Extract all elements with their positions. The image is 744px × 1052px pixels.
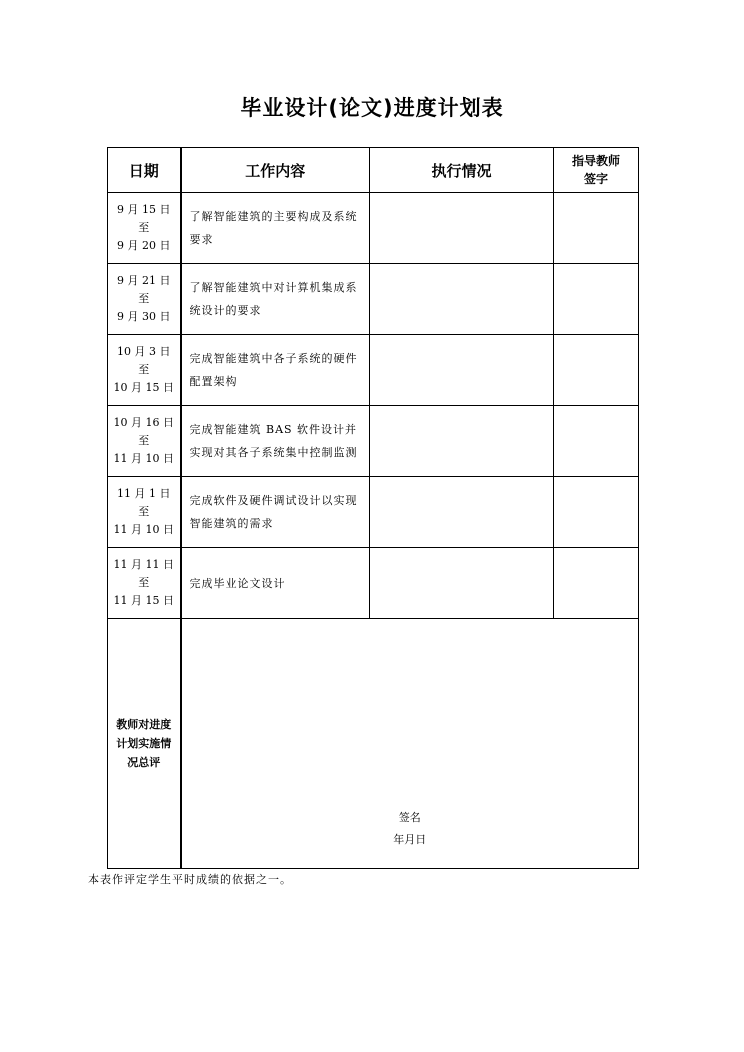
date-to: 10 月 15 日 xyxy=(113,381,174,394)
table-row xyxy=(108,193,639,264)
signature-cell[interactable] xyxy=(554,193,639,264)
date-to: 11 月 15 日 xyxy=(113,594,174,607)
header-content: 工作内容 xyxy=(181,148,370,193)
status-cell[interactable] xyxy=(370,548,554,619)
header-signature-line1: 指导教师 xyxy=(571,154,620,168)
status-cell[interactable] xyxy=(370,193,554,264)
date-cell xyxy=(108,477,181,548)
task-cell: 完成软件及硬件调试设计以实现智能建筑的需求 xyxy=(181,477,370,548)
task-cell: 完成智能建筑 BAS 软件设计并实现对其各子系统集中控制监测 xyxy=(181,406,370,477)
status-cell[interactable] xyxy=(370,406,554,477)
status-cell[interactable] xyxy=(370,264,554,335)
date-to: 9 月 20 日 xyxy=(117,239,171,252)
date-sep: 至 xyxy=(138,292,150,305)
status-cell[interactable] xyxy=(370,477,554,548)
date-cell xyxy=(108,548,181,619)
date-cell xyxy=(108,406,181,477)
date-from: 10 月 3 日 xyxy=(117,345,171,358)
signature-cell[interactable] xyxy=(554,477,639,548)
review-row xyxy=(108,619,639,869)
date-from: 11 月 1 日 xyxy=(117,487,171,500)
review-comment-area[interactable] xyxy=(181,619,639,869)
date-sep: 至 xyxy=(138,363,150,376)
date-sep: 至 xyxy=(138,434,150,447)
date-to: 9 月 30 日 xyxy=(117,310,171,323)
date-from: 9 月 15 日 xyxy=(117,203,171,216)
table-row xyxy=(108,406,639,477)
table-header-row xyxy=(108,148,639,193)
task-cell: 完成毕业论文设计 xyxy=(181,548,370,619)
signature-cell[interactable] xyxy=(554,548,639,619)
table-row xyxy=(108,264,639,335)
status-cell[interactable] xyxy=(370,335,554,406)
signature-cell[interactable] xyxy=(554,335,639,406)
date-sep: 至 xyxy=(138,505,150,518)
date-from: 10 月 16 日 xyxy=(113,416,174,429)
date-to: 11 月 10 日 xyxy=(113,523,174,536)
page-title: 毕业设计(论文)进度计划表 xyxy=(240,96,504,120)
date-to: 11 月 10 日 xyxy=(113,452,174,465)
schedule-table xyxy=(107,147,639,869)
footnote: 本表作评定学生平时成绩的依据之一。 xyxy=(88,873,292,886)
task-cell: 了解智能建筑中对计算机集成系统设计的要求 xyxy=(181,264,370,335)
date-from: 9 月 21 日 xyxy=(117,274,171,287)
task-cell: 了解智能建筑的主要构成及系统要求 xyxy=(181,193,370,264)
date-from: 11 月 11 日 xyxy=(113,558,174,571)
signature-cell[interactable] xyxy=(554,264,639,335)
date-sep: 至 xyxy=(138,221,150,234)
review-date-label: 年月日 xyxy=(393,833,427,846)
table-row xyxy=(108,548,639,619)
date-cell xyxy=(108,193,181,264)
header-status: 执行情况 xyxy=(370,148,554,193)
header-date: 日期 xyxy=(108,148,181,193)
table-row xyxy=(108,335,639,406)
table-row xyxy=(108,477,639,548)
date-sep: 至 xyxy=(138,576,150,589)
date-cell xyxy=(108,264,181,335)
review-label: 教师对进度计划实施情况总评 xyxy=(108,619,181,869)
signature-cell[interactable] xyxy=(554,406,639,477)
task-cell: 完成智能建筑中各子系统的硬件配置架构 xyxy=(181,335,370,406)
header-signature xyxy=(554,148,639,193)
date-cell xyxy=(108,335,181,406)
review-sign-label: 签名 xyxy=(398,811,421,824)
header-signature-line2: 签字 xyxy=(583,172,608,186)
